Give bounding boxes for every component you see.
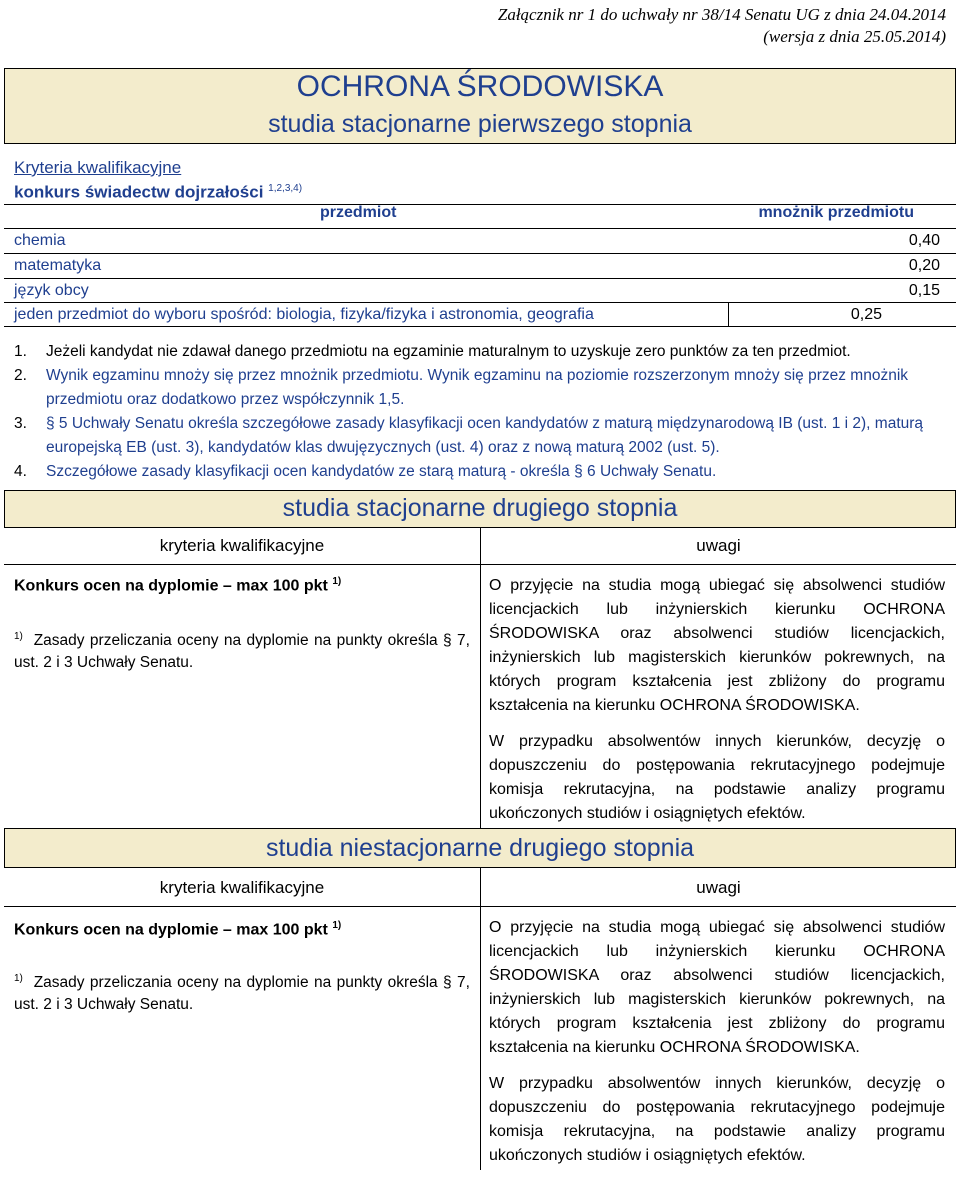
table-bottom-border <box>4 326 956 327</box>
column-header-remarks: uwagi <box>696 536 741 555</box>
column-header-remarks: uwagi <box>696 878 741 897</box>
subject-multiplier: 0,25 <box>850 306 882 323</box>
diploma-competition-footnote-ref: 1) <box>332 920 342 931</box>
last-row-column-divider <box>728 303 729 326</box>
note-text: Wynik egzaminu mnoży się przez mnożnik przedmiotu. Wynik egzaminu na poziomie rozszerzonym mnoży się przez mnożnik przedmiotu oraz dodatkowo przez współczynnik 1,5. <box>46 367 909 408</box>
table-row <box>14 254 944 278</box>
column-header-criteria: kryteria kwalifikacyjne <box>159 536 325 555</box>
remarks-block <box>489 574 945 826</box>
note-item <box>14 460 948 484</box>
criteria-heading: Kryteria kwalifikacyjne <box>14 158 182 177</box>
rule-text: Zasady przeliczania oceny na dyplomie na punkty określa § 7, ust. 2 i 3 Uchwały Senatu. <box>14 632 470 672</box>
note-text: Jeżeli kandydat nie zdawał danego przedmiotu na egzaminie maturalnym to uzyskuje zero punktów za ten przedmiot. <box>46 343 851 360</box>
section-column-divider <box>480 528 481 828</box>
competition-label: konkurs świadectw dojrzałości <box>14 182 264 202</box>
subject-multiplier: 0,40 <box>908 232 940 249</box>
header-line-2: (wersja z dnia 25.05.2014) <box>763 27 946 46</box>
remark-other-fields: W przypadku absolwentów innych kierunków, decyzję o dopuszczeniu do postępowania rekrutacyjnego podejmuje komisja rekrutacyjna, na podstawie analizy programu ukończonych studiów i osiągniętych efektów. <box>489 1075 945 1164</box>
notes-list <box>14 340 948 484</box>
table-row <box>14 279 944 303</box>
document-header-note <box>498 4 946 48</box>
diploma-competition-text: Konkurs ocen na dyplomie – max 100 pkt <box>14 921 328 939</box>
note-text: Szczegółowe zasady klasyfikacji ocen kandydatów ze starą maturą - określa § 6 Uchwały Senatu. <box>46 463 717 480</box>
diploma-competition-label <box>14 920 341 939</box>
note-item <box>14 340 948 364</box>
note-number: 3. <box>14 415 27 432</box>
column-header-criteria: kryteria kwalifikacyjne <box>159 878 325 897</box>
diploma-competition-footnote-ref: 1) <box>332 576 342 587</box>
page-subtitle: studia stacjonarne pierwszego stopnia <box>268 110 692 138</box>
note-number: 1. <box>14 343 27 360</box>
subject-name: chemia <box>14 232 66 249</box>
note-number: 4. <box>14 463 27 480</box>
subject-name: jeden przedmiot do wyboru spośród: biologia, fizyka/fizyka i astronomia, geografia <box>14 306 594 323</box>
note-item <box>14 412 948 460</box>
column-header-subject: przedmiot <box>320 204 397 221</box>
note-number: 2. <box>14 367 27 384</box>
note-text: § 5 Uchwały Senatu określa szczegółowe zasady klasyfikacji ocen kandydatów z maturą międzynarodową IB (ust. 1 i 2), maturą europejską EB (ust. 3), kandydatów klas dwujęzycznych (ust. 4) oraz z nową maturą 2002 (ust. 5). <box>46 415 924 456</box>
subject-multiplier: 0,15 <box>908 282 940 299</box>
section-title-full-time-second-cycle: studia stacjonarne drugiego stopnia <box>282 494 678 522</box>
diploma-competition-text: Konkurs ocen na dyplomie – max 100 pkt <box>14 577 328 595</box>
header-line-1: Załącznik nr 1 do uchwały nr 38/14 Senatu UG z dnia 24.04.2014 <box>497 5 946 24</box>
subject-name: język obcy <box>14 282 89 299</box>
rule-footnote-mark: 1) <box>14 973 23 984</box>
section-title-part-time-second-cycle: studia niestacjonarne drugiego stopnia <box>265 834 695 862</box>
table-row <box>14 229 944 253</box>
conversion-rule-note <box>14 626 470 674</box>
diploma-competition-label <box>14 576 341 595</box>
column-header-multiplier: mnożnik przedmiotu <box>758 204 914 221</box>
rule-text: Zasady przeliczania oceny na dyplomie na punkty określa § 7, ust. 2 i 3 Uchwały Senatu. <box>14 974 470 1014</box>
table-row <box>14 303 944 327</box>
subject-name: matematyka <box>14 257 102 274</box>
criteria-block <box>14 157 302 203</box>
section-column-divider <box>480 868 481 1170</box>
remark-eligibility: O przyjęcie na studia mogą ubiegać się absolwenci studiów licencjackich lub inżynierskich kierunku OCHRONA ŚRODOWISKA oraz absolwenci studiów licencjackich, inżynierskich lub magisterskich kierunków pokrewnych, na których program kształcenia jest zbliżony do programu kształcenia na kierunku OCHRONA ŚRODOWISKA. <box>489 919 945 1056</box>
note-item <box>14 364 948 412</box>
remark-other-fields: W przypadku absolwentów innych kierunków, decyzję o dopuszczeniu do postępowania rekrutacyjnego podejmuje komisja rekrutacyjna, na podstawie analizy programu ukończonych studiów i osiągniętych efektów. <box>489 733 945 822</box>
remark-eligibility: O przyjęcie na studia mogą ubiegać się absolwenci studiów licencjackich lub inżynierskich kierunku OCHRONA ŚRODOWISKA oraz absolwenci studiów licencjackich, inżynierskich lub magisterskich kierunków pokrewnych, na których program kształcenia jest zbliżony do programu kształcenia na kierunku OCHRONA ŚRODOWISKA. <box>489 577 945 714</box>
conversion-rule-note <box>14 968 470 1016</box>
remarks-block <box>489 916 945 1168</box>
subject-multiplier: 0,20 <box>908 257 940 274</box>
competition-footnote-ref: 1,2,3,4) <box>268 183 303 194</box>
page-title: OCHRONA ŚRODOWISKA <box>296 70 664 103</box>
rule-footnote-mark: 1) <box>14 631 23 642</box>
